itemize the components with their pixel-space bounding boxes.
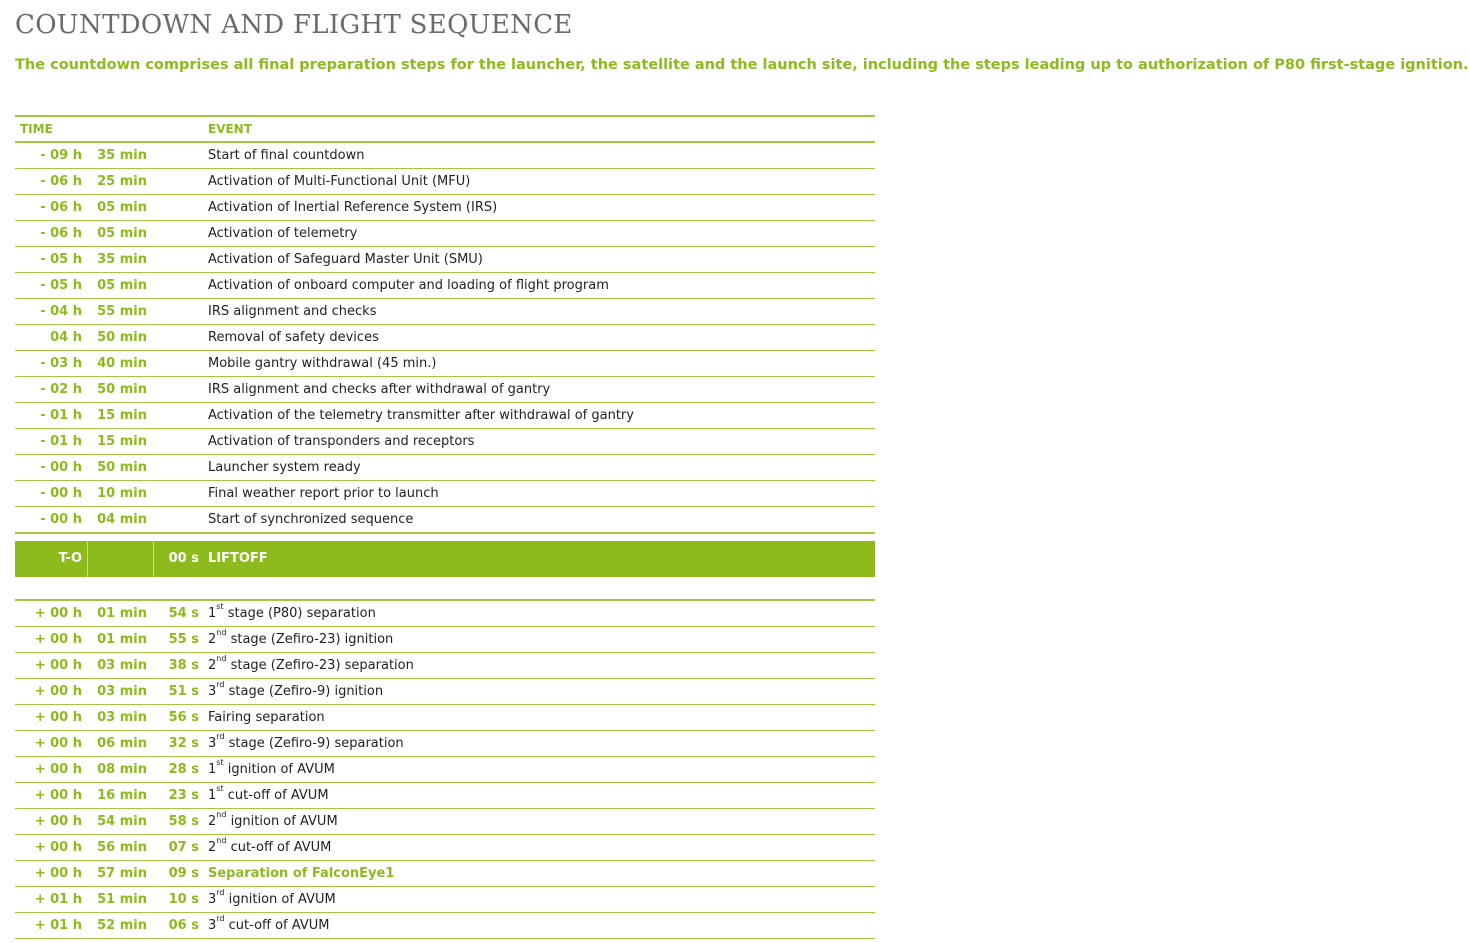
row-minutes: 16 min (97, 788, 147, 803)
row-minutes: 06 min (97, 736, 147, 751)
row-event (208, 887, 336, 912)
row-minutes: 50 min (97, 330, 147, 345)
row-event (208, 731, 404, 756)
row-minutes: 35 min (97, 252, 147, 267)
table-row (15, 169, 875, 195)
event-text: Fairing separation (208, 710, 325, 725)
row-minutes: 15 min (97, 434, 147, 449)
event-text: ignition of AVUM (226, 814, 338, 829)
row-minutes: 10 min (97, 486, 147, 501)
ordinal-suffix: nd (216, 654, 227, 663)
ordinal-suffix: rd (216, 732, 225, 741)
row-event: Mobile gantry withdrawal (45 min.) (208, 356, 437, 371)
row-hours: + 01 h (34, 918, 82, 933)
ordinal-suffix: st (216, 602, 224, 611)
row-minutes: 03 min (97, 710, 147, 725)
table-row (15, 195, 875, 221)
row-seconds: 54 s (168, 606, 199, 621)
row-minutes: 40 min (97, 356, 147, 371)
row-minutes: 51 min (97, 892, 147, 907)
table-row (15, 757, 875, 783)
flight-rows (15, 601, 875, 939)
ordinal-number: 2 (208, 840, 217, 855)
liftoff-divider (87, 541, 88, 577)
row-event (208, 705, 325, 730)
row-minutes: 03 min (97, 684, 147, 699)
row-event (208, 809, 338, 834)
ordinal-number: 3 (208, 736, 217, 751)
table-row (15, 601, 875, 627)
row-event: Start of final countdown (208, 148, 365, 163)
row-minutes: 15 min (97, 408, 147, 423)
table-row (15, 835, 875, 861)
row-minutes: 50 min (97, 382, 147, 397)
event-text: cut-off of AVUM (223, 788, 329, 803)
row-event (208, 835, 331, 860)
row-hours: + 00 h (34, 606, 82, 621)
ordinal-number: 2 (208, 814, 217, 829)
row-hours: + 00 h (34, 658, 82, 673)
liftoff-seconds: 00 s (168, 551, 199, 566)
ordinal-suffix: rd (216, 914, 225, 923)
row-hours: + 00 h (34, 814, 82, 829)
row-event: Removal of safety devices (208, 330, 379, 345)
row-seconds: 23 s (168, 788, 199, 803)
row-seconds: 55 s (168, 632, 199, 647)
row-minutes: 01 min (97, 632, 147, 647)
row-minutes: 52 min (97, 918, 147, 933)
row-hours: + 01 h (34, 892, 82, 907)
row-minutes: 25 min (97, 174, 147, 189)
liftoff-divider (153, 541, 154, 577)
row-event (208, 757, 335, 782)
row-minutes: 04 min (97, 512, 147, 527)
row-minutes: 56 min (97, 840, 147, 855)
liftoff-label: LIFTOFF (208, 551, 268, 566)
row-seconds: 07 s (168, 840, 199, 855)
row-hours: - 02 h (40, 382, 82, 397)
row-event (208, 601, 376, 626)
countdown-rows (15, 143, 875, 534)
row-hours: - 01 h (40, 434, 82, 449)
row-hours: - 05 h (40, 278, 82, 293)
event-text: stage (Zefiro-23) ignition (226, 632, 394, 647)
row-event: Final weather report prior to launch (208, 486, 439, 501)
row-seconds: 56 s (168, 710, 199, 725)
row-event: Activation of transponders and receptors (208, 434, 475, 449)
ordinal-number: 1 (208, 788, 217, 803)
row-event (208, 913, 329, 938)
event-text: stage (Zefiro-9) separation (224, 736, 404, 751)
row-minutes: 05 min (97, 278, 147, 293)
ordinal-suffix: nd (216, 810, 227, 819)
row-seconds: 06 s (168, 918, 199, 933)
row-event: Activation of the telemetry transmitter after withdrawal of gantry (208, 408, 634, 423)
table-row (15, 679, 875, 705)
table-row (15, 809, 875, 835)
table-row (15, 377, 875, 403)
row-minutes: 05 min (97, 200, 147, 215)
ordinal-suffix: rd (216, 680, 225, 689)
row-event: Activation of telemetry (208, 226, 358, 241)
ordinal-number: 3 (208, 892, 217, 907)
countdown-header-row (15, 115, 875, 143)
table-row (15, 247, 875, 273)
event-column-header: EVENT (208, 122, 252, 136)
row-hours: - 06 h (40, 200, 82, 215)
row-seconds: 32 s (168, 736, 199, 751)
table-row (15, 403, 875, 429)
row-hours: + 00 h (34, 710, 82, 725)
row-minutes: 50 min (97, 460, 147, 475)
table-row (15, 325, 875, 351)
ordinal-number: 2 (208, 632, 217, 647)
row-hours: 04 h (50, 330, 82, 345)
ordinal-number: 3 (208, 918, 217, 933)
row-event: Launcher system ready (208, 460, 361, 475)
event-text: ignition of AVUM (224, 892, 336, 907)
row-minutes: 05 min (97, 226, 147, 241)
row-seconds: 38 s (168, 658, 199, 673)
row-hours: - 06 h (40, 226, 82, 241)
row-minutes: 57 min (97, 866, 147, 881)
row-hours: + 00 h (34, 762, 82, 777)
event-text: stage (P80) separation (223, 606, 376, 621)
row-seconds: 10 s (168, 892, 199, 907)
row-hours: - 00 h (40, 460, 82, 475)
row-hours: - 00 h (40, 512, 82, 527)
table-row (15, 273, 875, 299)
table-row (15, 507, 875, 534)
table-row (15, 653, 875, 679)
row-event: IRS alignment and checks (208, 304, 377, 319)
row-hours: + 00 h (34, 788, 82, 803)
row-event: Activation of Inertial Reference System (IRS) (208, 200, 498, 215)
row-event: Activation of Multi-Functional Unit (MFU) (208, 174, 471, 189)
row-event: IRS alignment and checks after withdrawal of gantry (208, 382, 551, 397)
row-event: Start of synchronized sequence (208, 512, 414, 527)
table-row (15, 861, 875, 887)
row-hours: + 00 h (34, 632, 82, 647)
row-minutes: 08 min (97, 762, 147, 777)
row-hours: - 00 h (40, 486, 82, 501)
row-event (208, 627, 393, 652)
table-row (15, 481, 875, 507)
liftoff-row (15, 541, 875, 577)
row-hours: + 00 h (34, 736, 82, 751)
ordinal-suffix: st (216, 758, 224, 767)
row-event (208, 679, 383, 704)
event-text: ignition of AVUM (223, 762, 335, 777)
event-text: stage (Zefiro-23) separation (226, 658, 414, 673)
ordinal-number: 3 (208, 684, 217, 699)
table-row (15, 455, 875, 481)
time-column-header: TIME (20, 122, 53, 136)
row-hours: + 00 h (34, 684, 82, 699)
table-row (15, 299, 875, 325)
row-hours: + 00 h (34, 840, 82, 855)
ordinal-suffix: rd (216, 888, 225, 897)
table-row (15, 783, 875, 809)
table-row (15, 429, 875, 455)
ordinal-suffix: st (216, 784, 224, 793)
ordinal-number: 1 (208, 606, 217, 621)
table-row (15, 731, 875, 757)
row-hours: - 05 h (40, 252, 82, 267)
ordinal-number: 1 (208, 762, 217, 777)
row-hours: - 06 h (40, 174, 82, 189)
table-row (15, 351, 875, 377)
liftoff-time: T-O (58, 551, 82, 566)
table-row (15, 913, 875, 939)
table-row (15, 221, 875, 247)
row-event: Activation of Safeguard Master Unit (SMU) (208, 252, 483, 267)
intro-text: The countdown comprises all final preparation steps for the launcher, the satellite and the launch site, including the steps leading up to authorization of P80 first-stage ignition. (15, 57, 1469, 73)
page-title: COUNTDOWN AND FLIGHT SEQUENCE (15, 10, 573, 40)
table-row (15, 143, 875, 169)
countdown-table (15, 115, 875, 534)
row-seconds: 58 s (168, 814, 199, 829)
row-seconds: 09 s (168, 866, 199, 881)
row-minutes: 54 min (97, 814, 147, 829)
ordinal-suffix: nd (216, 628, 227, 637)
table-row (15, 627, 875, 653)
row-event (208, 783, 329, 808)
row-minutes: 55 min (97, 304, 147, 319)
flight-table (15, 601, 875, 939)
row-hours: - 04 h (40, 304, 82, 319)
event-text: stage (Zefiro-9) ignition (224, 684, 384, 699)
row-minutes: 03 min (97, 658, 147, 673)
event-text: cut-off of AVUM (224, 918, 330, 933)
row-seconds: 51 s (168, 684, 199, 699)
row-event (208, 653, 414, 678)
table-row (15, 887, 875, 913)
row-hours: - 01 h (40, 408, 82, 423)
ordinal-suffix: nd (216, 836, 227, 845)
row-hours: - 09 h (40, 148, 82, 163)
row-minutes: 01 min (97, 606, 147, 621)
ordinal-number: 2 (208, 658, 217, 673)
row-event (208, 861, 394, 886)
row-seconds: 28 s (168, 762, 199, 777)
row-event: Activation of onboard computer and loading of flight program (208, 278, 609, 293)
row-hours: + 00 h (34, 866, 82, 881)
table-row (15, 705, 875, 731)
row-hours: - 03 h (40, 356, 82, 371)
event-text: Separation of FalconEye1 (208, 866, 395, 881)
row-minutes: 35 min (97, 148, 147, 163)
event-text: cut-off of AVUM (226, 840, 332, 855)
